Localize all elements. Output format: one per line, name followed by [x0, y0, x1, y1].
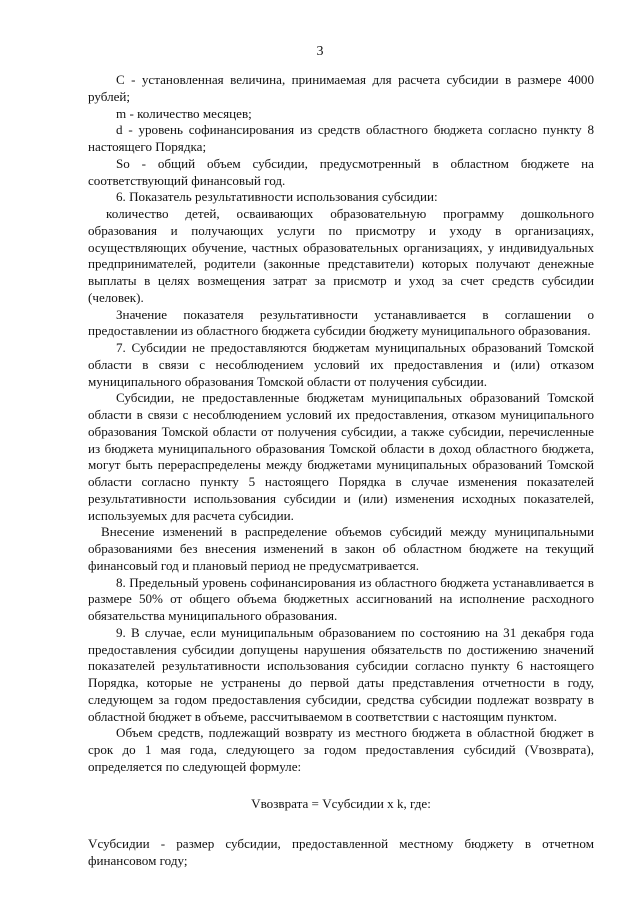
definition-so: So - общий объем субсидии, предусмотренный в областном бюджете на соответствующий финансовый год.	[88, 155, 594, 188]
section-9: 9. В случае, если муниципальным образованием по состоянию на 31 декабря года предоставления субсидии допущены нарушения обязательств по достижению значений показателей результативности использования субсидии согласно пункту 6 настоящего Порядка, которые не устранены до первой даты представления отчетности в году, следующем за годом предоставления субсидии, средства субсидии подлежат возврату в областной бюджет в объеме, рассчитываемом в соответствии с настоящим пунктом.	[88, 624, 594, 724]
section-6-heading: 6. Показатель результативности использования субсидии:	[116, 189, 438, 205]
return-formula: Vвозврата = Vсубсидии x k, где:	[251, 795, 431, 811]
indicator-agreement: Значение показателя результативности устанавливается в соглашении о предоставлении из областного бюджета субсидии бюджету муниципального образования.	[88, 306, 594, 339]
indicator-description: количество детей, осваивающих образовательную программу дошкольного образования и получающих услуги по присмотру и уходу в организациях, осуществляющих обучение, частных образовательных организациях, у индивидуальных предпринимателей, родители (законные представители) которых получают денежные выплаты в целях возмещения затрат за присмотр и уход за счет средств субсидии (человек).	[88, 206, 594, 305]
changes-paragraph: Внесение изменений в распределение объемов субсидий между муниципальными образованиями без внесения изменений в закон об областном бюджете на текущий финансовый год и плановый период не предусматривается.	[88, 524, 594, 573]
definition-vsubsidy: Vсубсидии - размер субсидии, предоставленной местному бюджету в отчетном финансовом году;	[88, 836, 594, 868]
definition-c: С - установленная величина, принимаемая для расчета субсидии в размере 4000 рублей;	[88, 72, 594, 104]
section-8: 8. Предельный уровень софинансирования из областного бюджета устанавливается в размере 50% от общего объема бюджетных ассигнований на исполнение расходного обязательства муниципального образования.	[88, 574, 594, 623]
redistribution-paragraph: Субсидии, не предоставленные бюджетам муниципальных образований Томской области в связи с несоблюдением условий их предоставления, отказом муниципального образования Томской области от получения субсидии, а также субсидии, перечисленные из бюджета муниципального образования Томской области в доход областного бюджета, могут быть перераспределены между бюджетами муниципальных образований Томской области согласно пункту 5 настоящего Порядка в случае изменения показателей результативности использования субсидии и (или) изменения исходных показателей, используемых для расчета субсидии.	[88, 390, 594, 523]
definition-m: m - количество месяцев;	[116, 105, 252, 121]
page-number: 3	[316, 44, 324, 59]
document-body	[88, 72, 594, 870]
definition-d: d - уровень софинансирования из средств областного бюджета согласно пункту 8 настоящего Порядка;	[88, 122, 594, 154]
section-7: 7. Субсидии не предоставляются бюджетам муниципальных образований Томской области в связи с несоблюдением условий их предоставления и (или) отказом муниципального образования Томской области от получения субсидии.	[88, 340, 594, 389]
return-volume-paragraph: Объем средств, подлежащий возврату из местного бюджета в областной бюджет в срок до 1 мая года, следующего за годом предоставления субсидий (Vвозврата), определяется по следующей формуле:	[88, 725, 594, 774]
